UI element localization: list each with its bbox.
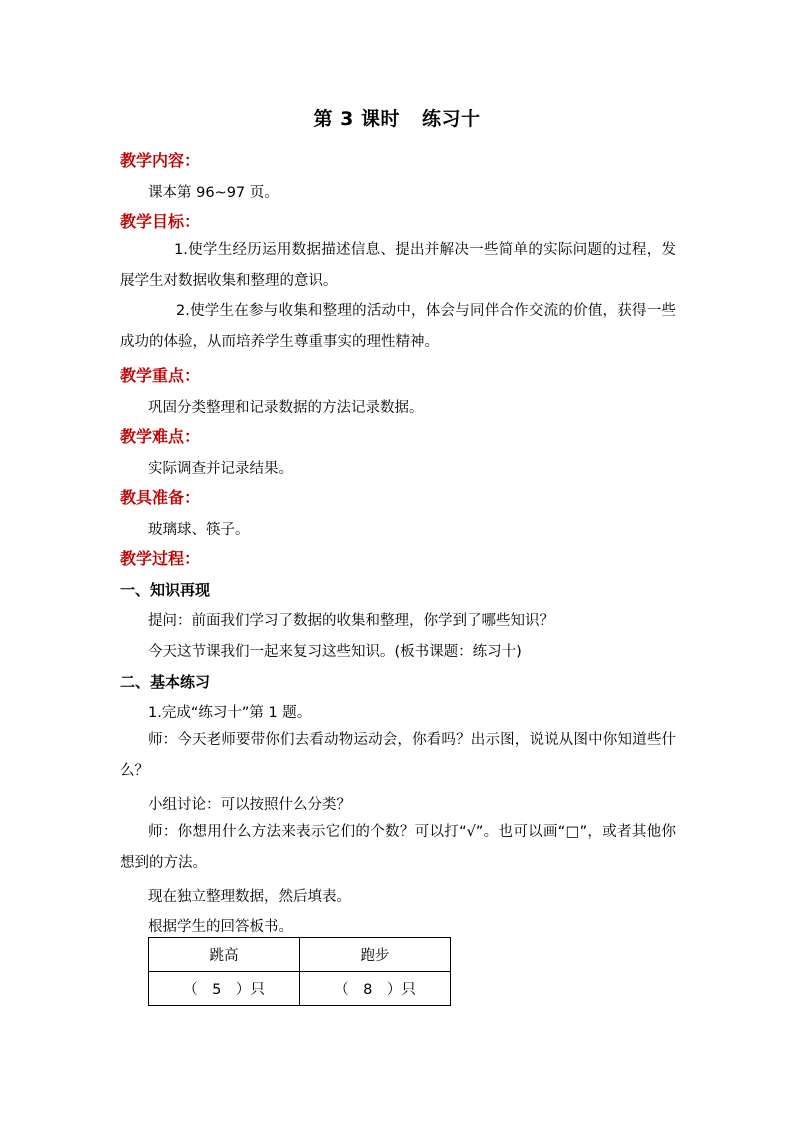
teaching-goals-heading: 教学目标： <box>120 212 201 231</box>
goal-2-text: 2.使学生在参与收集和整理的活动中，体会与同伴合作交流的价值，获得一些成功的体验，从而培养学生尊重事实的理性精神。 <box>120 303 676 350</box>
table-cell: （ 5 ）只 <box>149 972 300 1006</box>
part2-teacher-text: 师：今天老师要带你们去看动物运动会，你看吗？出示图，说说从图中你知道些什么？ <box>120 732 676 779</box>
teaching-process-heading: 教学过程： <box>120 549 201 568</box>
goal-1-text: 1.使学生经历运用数据描述信息、提出并解决一些简单的实际问题的过程，发展学生对数据收集和整理的意识。 <box>120 242 676 289</box>
part2-task: 1.完成“练习十”第 1 题。 <box>148 705 312 721</box>
key-points-heading: 教学重点： <box>120 366 201 385</box>
difficulty-heading: 教学难点： <box>120 427 201 446</box>
part2-method-text: 师：你想用什么方法来表示它们的个数？可以打“√”。也可以画“□”，或者其他你想到的方法。 <box>120 824 676 871</box>
part2-board-writing: 根据学生的回答板书。 <box>148 919 293 935</box>
table-header-cell: 跳高 <box>149 938 300 972</box>
teaching-content-text: 课本第 96~97 页。 <box>148 185 279 201</box>
goal-2-paragraph <box>120 296 676 358</box>
part1-question: 提问：前面我们学习了数据的收集和整理，你学到了哪些知识？ <box>148 613 554 629</box>
table-row <box>149 972 451 1006</box>
part2-heading: 二、基本练习 <box>120 673 211 691</box>
title-lesson-number: 第 3 课时 <box>313 108 400 130</box>
part1-heading: 一、知识再现 <box>120 581 211 599</box>
part2-teacher-paragraph <box>120 725 676 787</box>
goal-1-paragraph <box>120 235 676 297</box>
table-header-row <box>149 938 451 972</box>
teaching-content-heading: 教学内容： <box>120 151 201 170</box>
title-lesson-name: 练习十 <box>421 108 481 130</box>
teaching-tools-heading: 教具准备： <box>120 488 201 507</box>
part2-group-discussion: 小组讨论：可以按照什么分类？ <box>148 797 351 813</box>
key-points-text: 巩固分类整理和记录数据的方法记录数据。 <box>148 400 424 416</box>
part2-organize-data: 现在独立整理数据，然后填表。 <box>148 889 351 905</box>
table-cell: （ 8 ）只 <box>300 972 451 1006</box>
part2-method-paragraph <box>120 817 676 879</box>
record-table <box>148 937 451 1006</box>
page-title <box>0 104 794 131</box>
part1-intro: 今天这节课我们一起来复习这些知识。(板书课题：练习十) <box>148 644 522 660</box>
difficulty-text: 实际调查并记录结果。 <box>148 461 293 477</box>
teaching-tools-text: 玻璃球、筷子。 <box>148 522 250 538</box>
table-header-cell: 跑步 <box>300 938 451 972</box>
